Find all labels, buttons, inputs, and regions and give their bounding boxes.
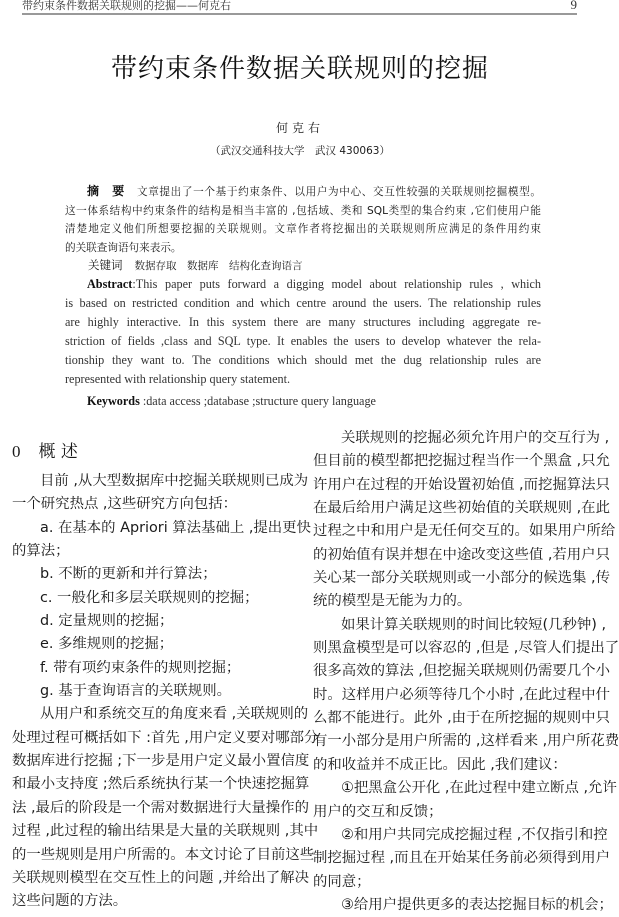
paragraph (313, 427, 616, 614)
paper-title: 带约束条件数据关联规则的挖掘 (110, 54, 489, 84)
paragraph-line: 处理过程可概括如下 :首先 ,用户定义要对哪部分 (12, 729, 319, 746)
abstract-en-line: represented with relationship query statement. (65, 372, 291, 386)
paragraph-line: 从用户和系统交互的角度来看 ,关联规则的 (40, 706, 309, 723)
running-title: 带约束条件数据关联规则的挖掘——何克右 (22, 0, 231, 12)
paragraph-line: 时。这样用户必须等待几个小时 ,在此过程中什 (313, 686, 610, 703)
paragraph-line: d. 定量规则的挖掘； (40, 613, 174, 630)
paragraph-line: 制挖掘过程 ,而且在开始某任务前必须得到用户 (313, 850, 610, 867)
paragraph (12, 633, 285, 656)
paragraph-line: 在最后给用户满足这些初始值的关联规则 ,在此 (313, 500, 610, 517)
paragraph-line: 一个研究热点 ,这些研究方向包括： (12, 496, 238, 513)
paragraph-line: 关联规则的挖掘必须允许用户的交互行为 , (341, 430, 610, 446)
keywords-en-label: Keywords (87, 394, 140, 408)
paragraph-line: 数据库进行挖掘 ;下一步是用户定义最小置信度 (12, 753, 310, 770)
paragraph-line: ③给用户提供更多的表达挖掘目标的机会； (341, 896, 613, 913)
abstract-zh (65, 182, 541, 258)
left-column (12, 470, 319, 914)
abstract-en-line: is based on restricted condition and which centre around the users. The relationship rules (65, 296, 541, 310)
running-header (22, 0, 577, 15)
section-heading (12, 437, 78, 462)
paragraph-line: 则黑盒模型是可以容忍的 ,但是 ,尽管人们提出了 (313, 640, 619, 657)
paragraph-line: 法 ,最后的阶段是一个需对数据进行大量操作的 (12, 799, 309, 816)
paragraph (313, 894, 613, 917)
paragraph (12, 610, 285, 633)
affiliation: （武汉交通科技大学 武汉 430063） (210, 145, 390, 157)
abstract-text: 文章提出了一个基于约束条件、以用户为中心、交互性较强的关联规则挖掘模型。 (136, 186, 541, 198)
abstract-en-label: Abstract (87, 277, 133, 291)
paragraph-line: 关心某一部分关联规则或一小部分的候选集 ,传 (313, 570, 610, 587)
page-number: 9 (570, 0, 577, 12)
paragraph (313, 777, 617, 824)
paragraph (12, 587, 285, 610)
paragraph-line: c. 一般化和多层关联规则的挖掘； (40, 589, 259, 606)
abstract-en-line (65, 275, 541, 294)
abstract-en-line: striction of fields ,class and SQL type. It enables the users to develop whatever the rela- (65, 334, 541, 348)
abstract-line: 的关联查询语句来表示。 (65, 242, 182, 255)
abstract-line (65, 182, 541, 202)
abstract-en-line: are highly interactive. In this system there are many structures including aggregate re- (65, 315, 541, 329)
paragraph-line: 统的模型是无能为力的。 (313, 593, 472, 610)
paragraph-line: ①把黑盒公开化 ,在此过程中建立断点 ,允许 (341, 780, 617, 797)
paragraph-line: 和最小支持度 ;然后系统执行某一个快速挖掘算 (12, 776, 310, 793)
abstract-en-text: :This paper puts forward a digging model about relationship rules , which (132, 277, 541, 291)
paragraph-line: e. 多维规则的挖掘； (40, 636, 174, 653)
paragraph-line: b. 不断的更新和并行算法； (40, 566, 217, 583)
paragraph-line: 有一小部分是用户所需的 ,这样看来 ,用户所花费 (313, 733, 619, 750)
paragraph-line: 过程 ,此过程的输出结果是大量的关联规则 ,其中 (12, 823, 319, 840)
paragraph (12, 703, 319, 913)
paragraph-line: 的和收益并不成正比。因此 ,我们建议： (313, 756, 567, 773)
keywords-zh-label: 关键词 (88, 258, 123, 272)
paragraph-line: 许用户在过程的开始设置初始值 ,而挖掘算法只 (313, 476, 610, 493)
paragraph-line: 的同意； (313, 873, 371, 890)
paragraph (12, 563, 285, 586)
abstract-en-line: tionship they want to. The conditions which should met the dug relationship rules are (65, 353, 541, 367)
abstract-line: 清楚地定义他们所想要挖掘的关联规则。文章作者将挖掘出的关联规则所应满足的条件用约束 (65, 223, 541, 236)
keywords-en-value: :data access ;database ;structure query language (142, 394, 376, 408)
paragraph-line: ②和用户共同完成挖掘过程 ,不仅指引和控 (341, 826, 608, 843)
paragraph-line: 的一些规则是用户所需的。本文讨论了目前这些 (12, 846, 315, 863)
paragraph-line: 关联规则模型在交互性上的问题 ,并给出了解决 (12, 869, 309, 886)
abstract-en (65, 275, 541, 411)
paragraph-line: 这些问题的方法。 (12, 893, 128, 910)
paragraph-line: 但目前的模型都把挖掘过程当作一个黑盒 ,只允 (313, 453, 610, 470)
paragraph-line: f. 带有项约束条件的规则挖掘； (40, 659, 241, 676)
paragraph-line: a. 在基本的 Apriori 算法基础上 ,提出更快 (40, 519, 311, 536)
paragraph-line: 的初始值有误并想在中途改变这些值 ,若用户只 (313, 546, 610, 563)
paragraph-line: 如果计算关联规则的时间比较短(几秒钟) , (341, 616, 607, 633)
section-number: 0 (12, 442, 21, 461)
paragraph-line: 过程之中和用户是无任何交互的。如果用户所给 (313, 523, 616, 540)
paragraph-line: g. 基于查询语言的关联规则。 (40, 683, 231, 700)
paragraph-line: 目前 ,从大型数据库中挖掘关联规则已成为 (40, 473, 309, 489)
paragraph (313, 614, 619, 777)
keywords-en (65, 392, 541, 411)
paragraph (12, 680, 285, 703)
paragraph-line: 的算法； (12, 543, 70, 560)
paragraph (12, 470, 309, 517)
section-title: 概 述 (38, 442, 78, 462)
paragraph-line: 么都不能进行。此外 ,由于在所挖掘的规则中只 (313, 710, 610, 727)
abstract-line: 这一体系结构中约束条件的结构是相当丰富的 ,包括域、类和 SQL类型的集合约束 ,它们使用户能 (65, 204, 541, 217)
paragraph-line: 很多高效的算法 ,但挖掘关联规则仍需要几个小 (313, 663, 610, 680)
paragraph (12, 517, 311, 564)
abstract-zh-label: 摘 要 (87, 184, 125, 198)
right-column (313, 427, 619, 917)
author: 何克右 (275, 121, 324, 135)
paragraph (313, 824, 610, 894)
keywords-zh (88, 257, 303, 273)
paragraph-line: 用户的交互和反馈； (313, 803, 443, 820)
keywords-zh-value: 数据存取 数据库 结构化查询语言 (134, 260, 303, 272)
paragraph (12, 657, 285, 680)
